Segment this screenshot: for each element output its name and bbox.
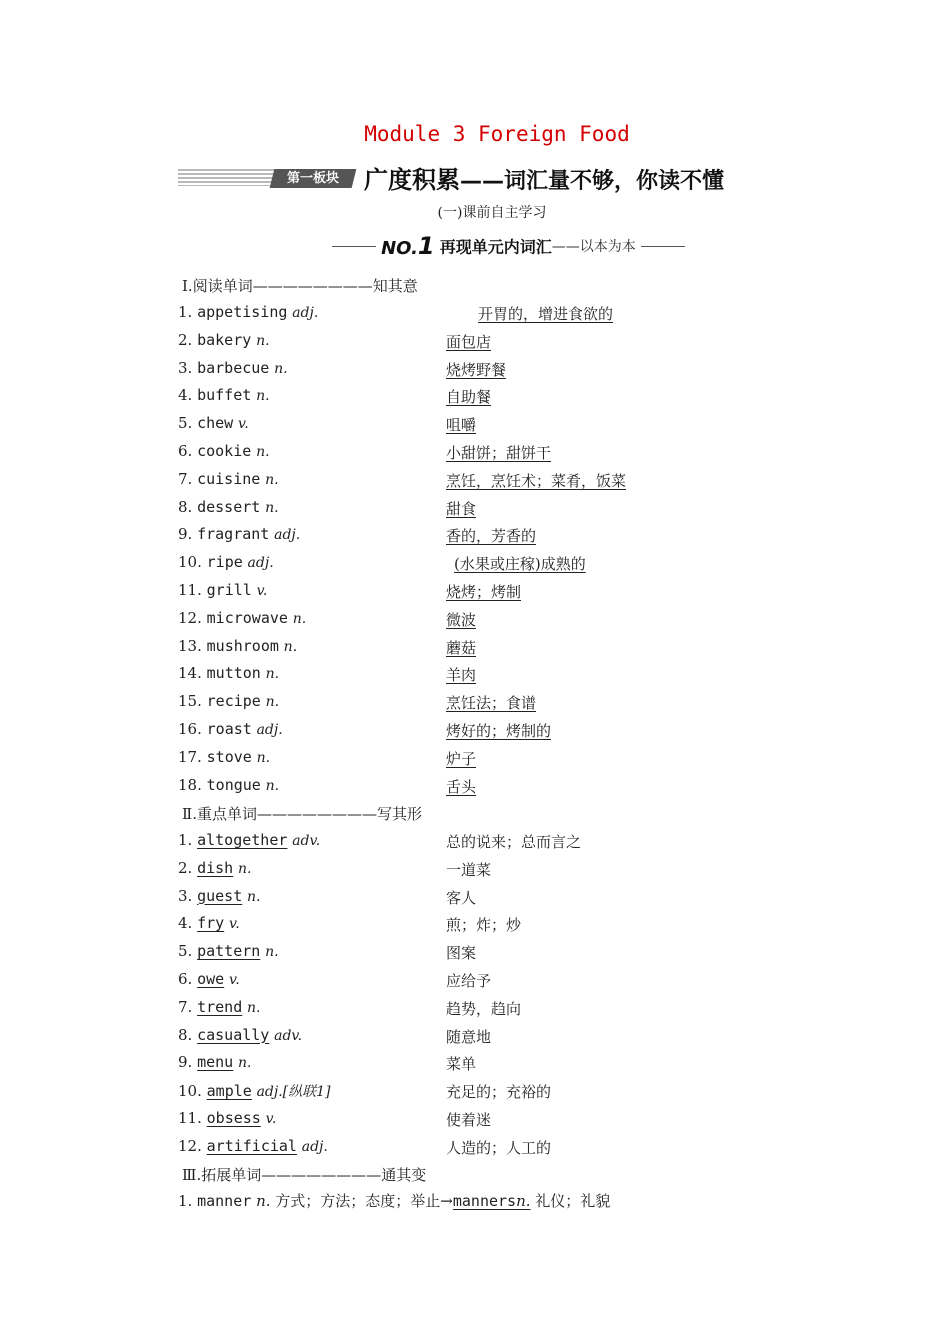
- vocab-entry: [178, 776, 279, 794]
- vocab-row: [178, 331, 878, 355]
- vocab-pos: n.: [256, 749, 271, 766]
- vocab-meaning: 蘑菇: [446, 638, 477, 657]
- vocab-number: 11.: [178, 1109, 202, 1127]
- vocab-meaning: 炉子: [446, 749, 477, 768]
- vocab-word: microwave: [206, 608, 288, 627]
- vocab-entry: [178, 1137, 328, 1155]
- vocab-row: [178, 776, 878, 800]
- vocab-entry: [178, 386, 270, 404]
- vocab-pos: v.: [238, 416, 249, 433]
- vocab-row: [178, 914, 878, 938]
- vocab-entry: [178, 553, 274, 571]
- vocab-word: pattern: [197, 942, 261, 961]
- vocab-number: 10.: [178, 1082, 202, 1101]
- vocab-number: 6.: [178, 442, 193, 460]
- vocab-pos: adj.: [247, 555, 274, 572]
- vocab-meaning: 人造的；人工的: [446, 1138, 552, 1157]
- vocab-word: mutton: [206, 664, 261, 683]
- vocab-row: [178, 359, 878, 383]
- vocab-pos: adj.: [256, 722, 283, 738]
- vocab-row: [178, 887, 878, 911]
- vocab-word: mushroom: [206, 636, 279, 655]
- vocab-pos: n.: [292, 610, 307, 627]
- vocab-pos: v.: [228, 916, 240, 933]
- vocab-pos: n.: [265, 471, 279, 488]
- vocab-row: [178, 525, 878, 549]
- vocab-entry: [178, 1026, 302, 1044]
- section3-header: Ⅲ.拓展单词————————通其变: [182, 1166, 427, 1184]
- vocab-meaning: 煎；炸；炒: [446, 916, 522, 935]
- vocab-meaning: 一道菜: [446, 860, 492, 879]
- vocab-number: 11.: [178, 581, 202, 599]
- vocab-row: [178, 553, 878, 577]
- vocab-meaning: 客人: [446, 888, 477, 907]
- vocab-number: 17.: [178, 747, 202, 766]
- vocab-row: [178, 1137, 878, 1161]
- vocab-row: [178, 831, 878, 855]
- vocab-entry: [178, 692, 279, 710]
- vocab-meaning: 菜单: [446, 1055, 477, 1074]
- vocab-row: [178, 1109, 878, 1133]
- no-number: 1: [417, 232, 435, 260]
- vocab-pos: adj.: [274, 527, 301, 544]
- vocab-number: 10.: [178, 553, 202, 572]
- vocab-pos: n.: [238, 860, 252, 877]
- vocab-meaning: 小甜饼；甜饼干: [446, 444, 552, 462]
- vocab-number: 8.: [178, 497, 193, 516]
- vocab-word: obsess: [206, 1109, 261, 1127]
- vocab-entry: [178, 831, 320, 849]
- vocab-meaning: 总的说来；总而言之: [446, 833, 582, 851]
- no-rule-left: [332, 246, 376, 247]
- vocab-pos: n.: [256, 388, 270, 405]
- vocab-meaning: 使着迷: [446, 1111, 492, 1129]
- vocab-row: [178, 498, 878, 522]
- vocab-entry: [178, 748, 270, 766]
- vocab-pos: v.: [228, 972, 240, 988]
- vocab-word: altogether: [197, 831, 288, 849]
- vocab-number: 2.: [178, 858, 193, 877]
- vocab-entry: [178, 720, 283, 738]
- vocab-entry: [178, 581, 267, 599]
- vocab-pos: adj.: [292, 305, 319, 321]
- vocab-number: 9.: [178, 525, 193, 544]
- vocab-number: 18.: [178, 775, 202, 794]
- item-answer: manners: [452, 1192, 517, 1210]
- vocab-number: 4.: [178, 914, 193, 933]
- vocab-word: buffet: [197, 386, 252, 405]
- no-tail: ——以本为本: [551, 239, 636, 255]
- vocab-pos: n.: [265, 694, 280, 711]
- vocab-entry: [178, 525, 300, 543]
- vocab-meaning: 面包店: [446, 332, 492, 351]
- vocab-row: [178, 692, 878, 716]
- vocab-entry: [178, 914, 240, 932]
- vocab-number: 3.: [178, 358, 193, 377]
- vocab-word: casually: [197, 1025, 270, 1044]
- vocab-word: fragrant: [197, 525, 270, 544]
- vocab-row: [178, 303, 878, 327]
- vocab-word: barbecue: [197, 358, 270, 377]
- vocab-row: [178, 942, 878, 966]
- banner-title-rest: ——词汇量不够，你读不懂: [460, 169, 725, 194]
- banner-tag: [270, 169, 357, 188]
- vocab-number: 16.: [178, 720, 202, 738]
- vocab-number: 2.: [178, 330, 193, 349]
- vocab-row: [178, 970, 878, 994]
- no-rule-right: [641, 246, 685, 247]
- vocab-number: 12.: [178, 608, 202, 627]
- vocab-meaning: (水果或庄稼)成熟的: [454, 555, 586, 574]
- subtitle: (一)课前自主学习: [437, 205, 547, 221]
- vocab-word: bakery: [197, 330, 252, 349]
- vocab-number: 7.: [178, 997, 193, 1016]
- vocab-word: owe: [197, 970, 225, 988]
- vocab-word: recipe: [206, 692, 261, 711]
- vocab-entry: [178, 442, 270, 460]
- vocab-entry: [178, 970, 240, 988]
- vocab-meaning: 图案: [446, 944, 477, 963]
- vocab-meaning: 趋势，趋向: [446, 999, 522, 1018]
- vocab-meaning: 随意地: [446, 1027, 492, 1046]
- vocab-word: cuisine: [197, 469, 261, 488]
- section2-header: Ⅱ.重点单词————————写其形: [182, 805, 422, 823]
- banner-tag-label: 第一板块: [286, 171, 339, 186]
- vocab-meaning: 烧烤野餐: [446, 360, 507, 379]
- vocab-meaning: 甜食: [446, 499, 477, 518]
- vocab-entry: [178, 664, 279, 682]
- vocab-meaning: 烹饪，烹饪术；菜肴，饭菜: [446, 471, 627, 490]
- vocab-row: [178, 859, 878, 883]
- vocab-pos: n.: [283, 638, 298, 655]
- vocab-pos: n.: [247, 999, 261, 1016]
- vocab-entry: [178, 414, 249, 432]
- vocab-pos: n.: [265, 499, 279, 516]
- vocab-meaning: 开胃的，增进食欲的: [478, 305, 614, 323]
- no-topic: 再现单元内词汇: [439, 237, 552, 257]
- vocab-entry: [178, 1109, 276, 1127]
- vocab-pos: adj.: [301, 1138, 328, 1155]
- vocab-row: [178, 386, 878, 410]
- vocab-entry: [178, 1081, 331, 1101]
- vocab-meaning: 舌头: [446, 777, 477, 796]
- vocab-pos: n.: [274, 360, 288, 377]
- banner-title-main: 广度积累: [364, 166, 460, 194]
- vocab-row: [178, 609, 878, 633]
- vocab-entry: [178, 859, 251, 877]
- vocab-entry: [178, 942, 279, 960]
- vocab-entry: [178, 609, 306, 627]
- vocab-number: 13.: [178, 636, 202, 655]
- vocab-pos: n.: [238, 1055, 252, 1072]
- vocab-pos: adv.: [292, 833, 321, 849]
- vocab-entry: [178, 998, 261, 1016]
- vocab-word: appetising: [197, 303, 288, 321]
- section1-header: Ⅰ.阅读单词————————知其意: [182, 277, 418, 295]
- vocab-pos: n.: [247, 888, 261, 905]
- vocab-number: 3.: [178, 886, 193, 905]
- vocab-pos: n.: [256, 444, 270, 460]
- vocab-row: [178, 1053, 878, 1077]
- vocab-pos: n.: [265, 777, 280, 794]
- item-number: 1.: [178, 1192, 193, 1210]
- section-banner: [178, 160, 738, 194]
- vocab-number: 1.: [178, 831, 193, 849]
- vocab-meaning: 香的，芳香的: [446, 527, 537, 546]
- vocab-meaning: 微波: [446, 610, 477, 629]
- vocab-word: dessert: [197, 497, 261, 516]
- vocab-number: 9.: [178, 1053, 193, 1072]
- item-meaning-base: 方式；方法；态度；举止→: [275, 1192, 453, 1210]
- vocab-meaning: 羊肉: [446, 666, 477, 685]
- vocab-pos: n.: [256, 332, 270, 349]
- vocab-pos: n.: [265, 944, 279, 961]
- vocab-entry: [178, 303, 318, 321]
- vocab-number: 5.: [178, 942, 193, 961]
- vocab-number: 6.: [178, 970, 193, 988]
- vocab-word: trend: [197, 997, 243, 1016]
- vocab-word: fry: [197, 914, 225, 933]
- vocab-row: [178, 748, 878, 772]
- vocab-pos: n.: [265, 666, 280, 683]
- vocab-word: menu: [197, 1053, 234, 1072]
- vocab-pos: v.: [265, 1111, 277, 1127]
- vocab-word: grill: [206, 581, 252, 599]
- vocab-word: chew: [197, 414, 234, 433]
- vocab-number: 4.: [178, 386, 193, 405]
- vocab-meaning: 烹饪法；食谱: [446, 694, 537, 713]
- vocab-row: [178, 637, 878, 661]
- item-word: manner: [197, 1192, 252, 1210]
- banner-title: [364, 160, 724, 195]
- vocab-row: [178, 1081, 878, 1105]
- vocab-entry: [178, 498, 279, 516]
- vocab-word: ripe: [206, 553, 243, 572]
- vocab-number: 7.: [178, 469, 193, 488]
- no-prefix: NO.: [381, 238, 418, 259]
- vocab-word: dish: [197, 858, 234, 877]
- vocab-meaning: 应给予: [446, 972, 492, 990]
- vocab-word: cookie: [197, 442, 252, 460]
- vocab-number: 1.: [178, 303, 193, 321]
- vocab-meaning: 充足的；充裕的: [446, 1083, 552, 1102]
- vocab-meaning: 烧烤；烤制: [446, 583, 522, 601]
- vocab-row: [178, 664, 878, 688]
- document-title: Module 3 Foreign Food: [364, 122, 630, 146]
- vocab-word: ample: [206, 1082, 252, 1101]
- vocab-pos: adv.: [274, 1027, 303, 1044]
- vocab-meaning: 自助餐: [446, 388, 492, 407]
- vocab-word: artificial: [206, 1136, 297, 1155]
- vocab-number: 14.: [178, 664, 202, 683]
- vocab-row: [178, 1026, 878, 1050]
- banner-stripes: [178, 169, 278, 186]
- vocab-meaning: 咀嚼: [446, 416, 477, 435]
- vocab-word: guest: [197, 886, 243, 905]
- no-label: [381, 232, 435, 260]
- vocab-row: [178, 414, 878, 438]
- vocab-row: [178, 581, 878, 605]
- vocab-number: 12.: [178, 1136, 202, 1155]
- vocab-word: tongue: [206, 775, 261, 794]
- item-answer-meaning: 礼仪；礼貌: [535, 1192, 611, 1210]
- vocab-number: 15.: [178, 692, 202, 711]
- expand-item: [178, 1190, 610, 1211]
- vocab-entry: [178, 887, 261, 905]
- no-heading: [332, 232, 680, 258]
- item-answer-pos: n.: [516, 1192, 531, 1210]
- vocab-row: [178, 720, 878, 744]
- vocab-pos: adj.[纵联1]: [256, 1084, 331, 1101]
- vocab-row: [178, 442, 878, 466]
- vocab-pos: v.: [256, 583, 268, 599]
- vocab-entry: [178, 359, 288, 377]
- item-pos: n.: [256, 1192, 271, 1210]
- vocab-entry: [178, 637, 297, 655]
- vocab-word: stove: [206, 747, 252, 766]
- vocab-entry: [178, 470, 279, 488]
- vocab-number: 8.: [178, 1025, 193, 1044]
- vocab-word: roast: [206, 720, 252, 738]
- vocab-entry: [178, 331, 270, 349]
- vocab-number: 5.: [178, 414, 193, 433]
- vocab-row: [178, 470, 878, 494]
- vocab-row: [178, 998, 878, 1022]
- vocab-entry: [178, 1053, 251, 1071]
- vocab-meaning: 烤好的；烤制的: [446, 722, 552, 740]
